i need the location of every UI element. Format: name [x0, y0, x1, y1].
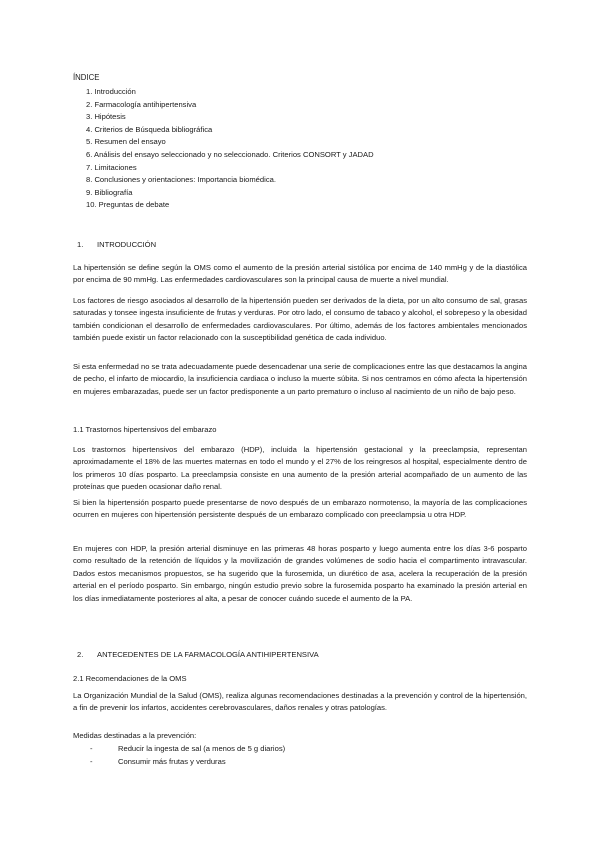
paragraph: La Organización Mundial de la Salud (OMS), realiza algunas recomendaciones destinadas a la prevención y control de la hipertensión, a fin de prevenir los infartos, accidentes cerebrovasculares, daños renales y otras patologías.	[73, 691, 527, 713]
table-of-contents	[86, 86, 374, 212]
paragraph: La hipertensión se define según la OMS como el aumento de la presión arterial sistólica por encima de 140 mmHg y de la diastólica por encima de 90 mmHg. Las enfermedades cardiovasculares son la principal causa de muerte a nivel mundial.	[73, 263, 527, 285]
toc-item: 3. Hipótesis	[86, 112, 126, 122]
measures-intro: Medidas destinadas a la prevención:	[73, 731, 197, 740]
section-title: INTRODUCCIÓN	[97, 240, 157, 249]
toc-item: 5. Resumen del ensayo	[86, 137, 166, 147]
paragraph: Si bien la hipertensión posparto puede presentarse de novo después de un embarazo normotenso, la mayoría de las complicaciones ocurren en mujeres con hipertensión persistente después de un embarazo complicado con preeclampsia u otra HDP.	[73, 498, 527, 520]
subsection-title: 1.1 Trastornos hipertensivos del embarazo	[73, 425, 217, 434]
toc-item: 9. Bibliografía	[86, 187, 133, 197]
toc-item: 4. Criterios de Búsqueda bibliográfica	[86, 124, 213, 134]
toc-title: ÍNDICE	[73, 73, 100, 82]
toc-item: 6. Análisis del ensayo seleccionado y no seleccionado. Criterios CONSORT y JADAD	[86, 149, 374, 159]
toc-item: 2. Farmacología antihipertensiva	[86, 99, 197, 109]
paragraph: En mujeres con HDP, la presión arterial disminuye en las primeras 48 horas posparto y luego aumenta entre los días 3-6 posparto como resultado de la retención de líquidos y la movilización de grandes volúmenes de sodio hacia el compartimento intravascular. Dados estos mecanismos propuestos, se ha sugerido que la furosemida, un diurético de asa, acelera la recuperación de la presión arterial en el período posparto. Sin embargo, ningún estudio previo sobre la furosemida posparto ha examinado la presión arterial en los días inmediatamente posteriores al alta, a pesar de conocer cuándo sucede el aumento de la PA.	[73, 544, 527, 603]
section-number: 1.	[77, 240, 84, 249]
list-item: - Reducir la ingesta de sal (a menos de 5 g diarios)	[90, 743, 285, 756]
toc-item: 8. Conclusiones y orientaciones: Importancia biomédica.	[86, 175, 276, 185]
section-title: ANTECEDENTES DE LA FARMACOLOGÍA ANTIHIPERTENSIVA	[97, 650, 319, 659]
paragraph: Los factores de riesgo asociados al desarrollo de la hipertensión pueden ser derivados de la dieta, por un alto consumo de sal, grasas saturadas y tonsee ingesta insuficiente de frutas y verduras. Por otro lado, el consumo de tabaco y alcohol, el sobrepeso y la obesidad también condicionan el desarrollo de enfermedades cardiovasculares. Por último, además de los factores ambientales mencionados también puede existir un factor relacionado con la susceptibilidad genética de cada individuo.	[73, 296, 527, 343]
section-number: 2.	[77, 650, 84, 659]
toc-item: 7. Limitaciones	[86, 162, 137, 172]
paragraph: Si esta enfermedad no se trata adecuadamente puede desencadenar una serie de complicaciones entre las que destacamos la angina de pecho, el infarto de miocardio, la insuficiencia cardiaca o incluso la muerte súbita. Si nos centramos en cómo afecta la hipertensión en mujeres embarazadas, puede ser un factor predisponente a un parto prematuro o incluso al nacimiento de un niño de bajo peso.	[73, 362, 527, 396]
toc-item: 10. Preguntas de debate	[86, 200, 170, 210]
section-heading-introduccion	[77, 239, 156, 251]
subsection-title: 2.1 Recomendaciones de la OMS	[73, 674, 187, 683]
toc-item: 1. Introducción	[86, 87, 136, 96]
section-heading-antecedentes	[77, 649, 319, 661]
measures-list	[90, 743, 285, 768]
list-item: - Consumir más frutas y verduras	[90, 756, 285, 769]
paragraph: Los trastornos hipertensivos del embarazo (HDP), incluida la hipertensión gestacional y la preeclampsia, representan aproximadamente el 18% de las muertes maternas en todo el mundo y el 27% de los reingresos al hospital, especialmente dentro de los primeros 10 días posparto. La preeclampsia consiste en una aumento de la presión arterial acompañado de un aumento de las proteínas que pueden ocasionar daño renal.	[73, 445, 527, 492]
